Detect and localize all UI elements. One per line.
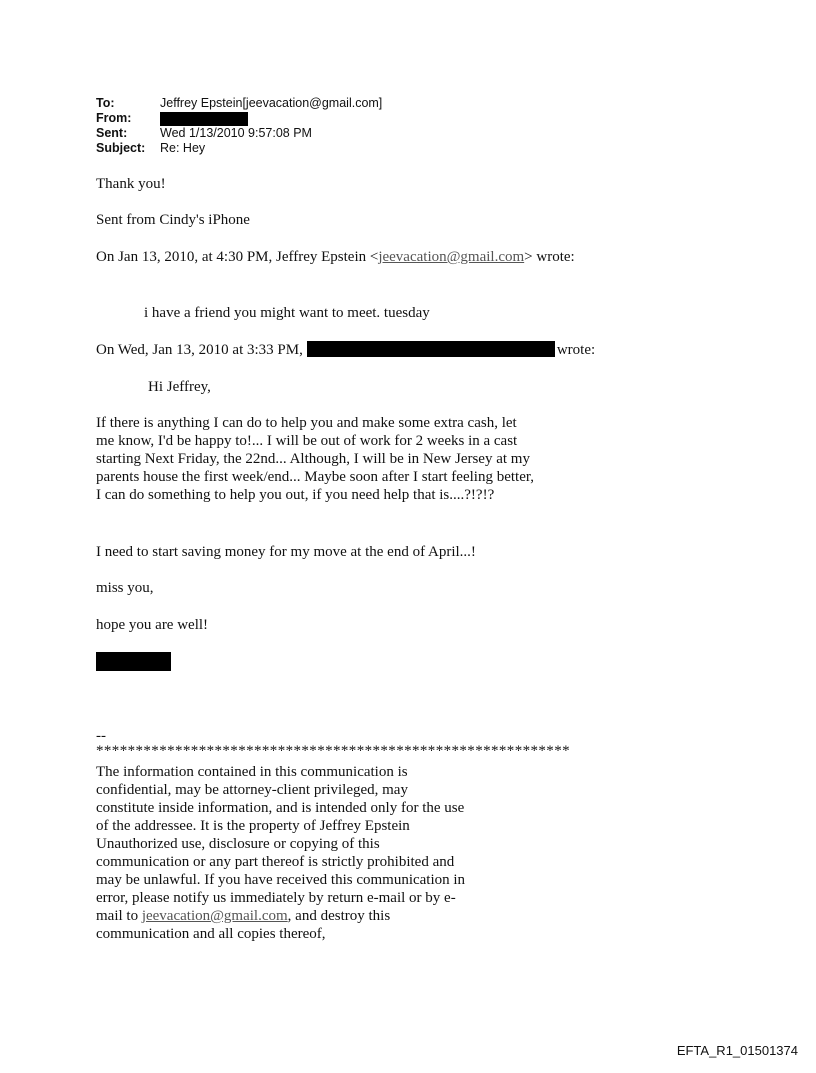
thank-you-line: Thank you! <box>96 176 166 192</box>
inner-intro-pre: On Wed, Jan 13, 2010 at 3:33 PM, <box>96 342 303 358</box>
inner-quote-intro <box>96 341 595 359</box>
to-value: Jeffrey Epstein[jeevacation@gmail.com] <box>160 96 383 110</box>
sender-redaction <box>307 341 555 357</box>
subject-label: Subject: <box>96 141 146 155</box>
sent-label: Sent: <box>96 126 128 140</box>
separator-dashes: -- <box>96 728 106 744</box>
inner-intro-post: wrote: <box>556 342 596 358</box>
paragraph-1: If there is anything I can do to help you and make some extra cash, let me know, I'd be happy to!... I will be out of work for 2 weeks in a cast starting Next Friday, the 22nd... Although, I will be in New Jersey at my parents house the first week/end... Maybe soon after I start feeling better, I can do something to help you out, if you need help that is....?!?!? <box>96 415 534 503</box>
disclaimer-body: The information contained in this communication is confidential, may be attorney-client privileged, may constitute inside information, and is intended only for the use of the addressee. It is the property of Jeffrey Epstein Unauthorized use, disclosure or copying of this communication or any part thereof is strictly prohibited and may be unlawful. If you have received this communication in error, please notify us immediately by return e-mail or by e-mail to <box>96 764 466 924</box>
disclaimer-email-link[interactable]: jeevacation@gmail.com <box>141 908 288 924</box>
quote-intro-email-link[interactable]: jeevacation@gmail.com <box>378 249 525 265</box>
from-redaction <box>160 112 248 126</box>
sent-from-line: Sent from Cindy's iPhone <box>96 212 250 228</box>
sent-row <box>96 126 382 141</box>
quote-intro-post: > wrote: <box>524 249 575 265</box>
subject-value: Re: Hey <box>160 141 206 155</box>
quote-intro <box>96 248 575 266</box>
sign-off-2: hope you are well! <box>96 617 209 633</box>
from-row <box>96 111 382 126</box>
disclaimer-end: , and destroy this communication and all copies thereof, <box>96 908 391 942</box>
quoted-line: i have a friend you might want to meet. tuesday <box>144 305 430 321</box>
quote-intro-pre: On Jan 13, 2010, at 4:30 PM, Jeffrey Epstein < <box>96 249 379 265</box>
sign-off-1: miss you, <box>96 580 154 596</box>
email-header <box>96 96 382 156</box>
disclaimer-text <box>96 763 468 943</box>
paragraph-2: I need to start saving money for my move at the end of April...! <box>96 544 476 560</box>
signature-redaction <box>96 652 171 671</box>
separator-stars: ************************************************************ <box>96 743 570 759</box>
to-row <box>96 96 382 111</box>
sent-value: Wed 1/13/2010 9:57:08 PM <box>160 126 312 140</box>
document-id: EFTA_R1_01501374 <box>676 1043 798 1058</box>
greeting: Hi Jeffrey, <box>148 379 211 395</box>
subject-row <box>96 141 382 156</box>
from-label: From: <box>96 111 132 125</box>
to-label: To: <box>96 96 115 110</box>
